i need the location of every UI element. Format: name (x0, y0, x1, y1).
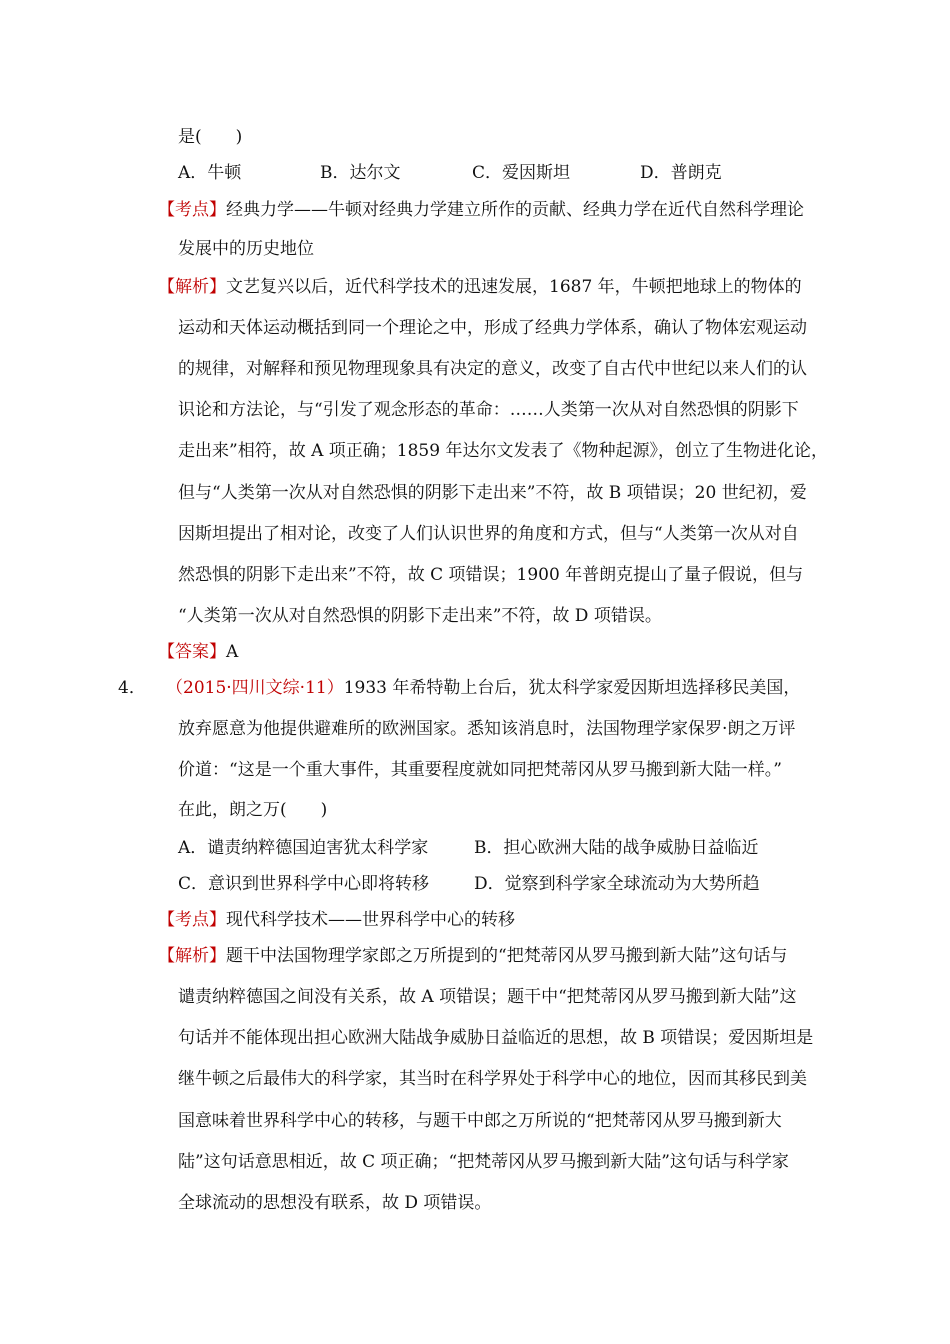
jiexi-label: 【解析】 (158, 946, 226, 966)
q3-option-c: C．爱因斯坦 (472, 163, 571, 183)
q3-jiexi-line: 运动和天体运动概括到同一个理论之中，形成了经典力学体系，确认了物体宏观运动 (178, 318, 807, 338)
q4-jiexi-line: 陆”这句话意思相近，故 C 项正确；“把梵蒂冈从罗马搬到新大陆”这句话与科学家 (178, 1152, 789, 1172)
q4-option-b: B．担心欧洲大陆的战争威胁日益临近 (474, 838, 759, 858)
q3-jiexi-line: 走出来”相符，故 A 项正确；1859 年达尔文发表了《物种起源》，创立了生物进化论， (178, 441, 828, 461)
q4-stem-line: 价道：“这是一个重大事件，其重要程度就如同把梵蒂冈从罗马搬到新大陆一样。” (178, 760, 782, 780)
q4-source: （2015·四川文综·11） (166, 678, 344, 698)
q4-stem-line: 放弃愿意为他提供避难所的欧洲国家。悉知该消息时，法国物理学家保罗·朗之万评 (178, 719, 796, 739)
q3-jiexi-line: 然恐惧的阴影下走出来”不符，故 C 项错误；1900 年普朗克提山了量子假说，但与 (178, 565, 804, 585)
kaodian-label: 【考点】 (158, 910, 226, 930)
q3-option-a: A．牛顿 (178, 163, 242, 183)
q3-stem-tail: 是( ) (178, 127, 243, 147)
q4-jiexi-line: 句话并不能体现出担心欧洲大陆战争威胁日益临近的思想，故 B 项错误；爱因斯坦是 (178, 1028, 814, 1048)
q3-jiexi (158, 276, 802, 298)
q3-jiexi-line: “人类第一次从对自然恐惧的阴影下走出来”不符，故 D 项错误。 (178, 606, 662, 626)
q4-stem-line: 1933 年希特勒上台后，犹太科学家爱因斯坦选择移民美国， (343, 678, 801, 698)
q4-jiexi (158, 945, 787, 967)
q3-kaodian-line: 发展中的历史地位 (178, 239, 314, 259)
answer-value: A (226, 642, 239, 662)
q3-jiexi-line: 文艺复兴以后，近代科学技术的迅速发展，1687 年，牛顿把地球上的物体的 (226, 277, 802, 297)
q4-kaodian (158, 909, 515, 931)
q3-kaodian (158, 199, 804, 221)
q3-jiexi-line: 因斯坦提出了相对论，改变了人们认识世界的角度和方式，但与“人类第一次从对自 (178, 524, 799, 544)
q4-stem-line: 在此，朗之万( ) (178, 800, 328, 820)
q3-option-d: D．普朗克 (640, 163, 722, 183)
jiexi-label: 【解析】 (158, 277, 226, 297)
q3-jiexi-line: 的规律，对解释和预见物理现象具有决定的意义，改变了自古代中世纪以来人们的认 (178, 359, 807, 379)
answer-label: 【答案】 (158, 642, 226, 662)
q3-kaodian-line: 经典力学——牛顿对经典力学建立所作的贡献、经典力学在近代自然科学理论 (226, 200, 804, 220)
q4-jiexi-line: 国意味着世界科学中心的转移，与题干中郎之万所说的“把梵蒂冈从罗马搬到新大 (178, 1111, 782, 1131)
q3-jiexi-line: 但与“人类第一次从对自然恐惧的阴影下走出来”不符，故 B 项错误；20 世纪初，爱 (178, 483, 807, 503)
q3-answer (158, 641, 238, 663)
q4-option-a: A．谴责纳粹德国迫害犹太科学家 (178, 838, 429, 858)
q4-option-c: C．意识到世界科学中心即将转移 (178, 874, 430, 894)
q4-option-d: D．觉察到科学家全球流动为大势所趋 (474, 874, 760, 894)
q4-jiexi-line: 题干中法国物理学家郎之万所提到的“把梵蒂冈从罗马搬到新大陆”这句话与 (226, 946, 788, 966)
q4-number: 4． (118, 678, 146, 698)
q3-option-b: B．达尔文 (320, 163, 401, 183)
q4-kaodian-line: 现代科学技术——世界科学中心的转移 (226, 910, 515, 930)
q4-jiexi-line: 谴责纳粹德国之间没有关系，故 A 项错误；题干中“把梵蒂冈从罗马搬到新大陆”这 (178, 987, 797, 1007)
q3-jiexi-line: 识论和方法论，与“引发了观念形态的革命：……人类第一次从对自然恐惧的阴影下 (178, 400, 799, 420)
q4-jiexi-line: 全球流动的思想没有联系，故 D 项错误。 (178, 1193, 492, 1213)
q4-stem-first (166, 677, 800, 699)
kaodian-label: 【考点】 (158, 200, 226, 220)
q4-jiexi-line: 继牛顿之后最伟大的科学家，其当时在科学界处于科学中心的地位，因而其移民到美 (178, 1069, 807, 1089)
